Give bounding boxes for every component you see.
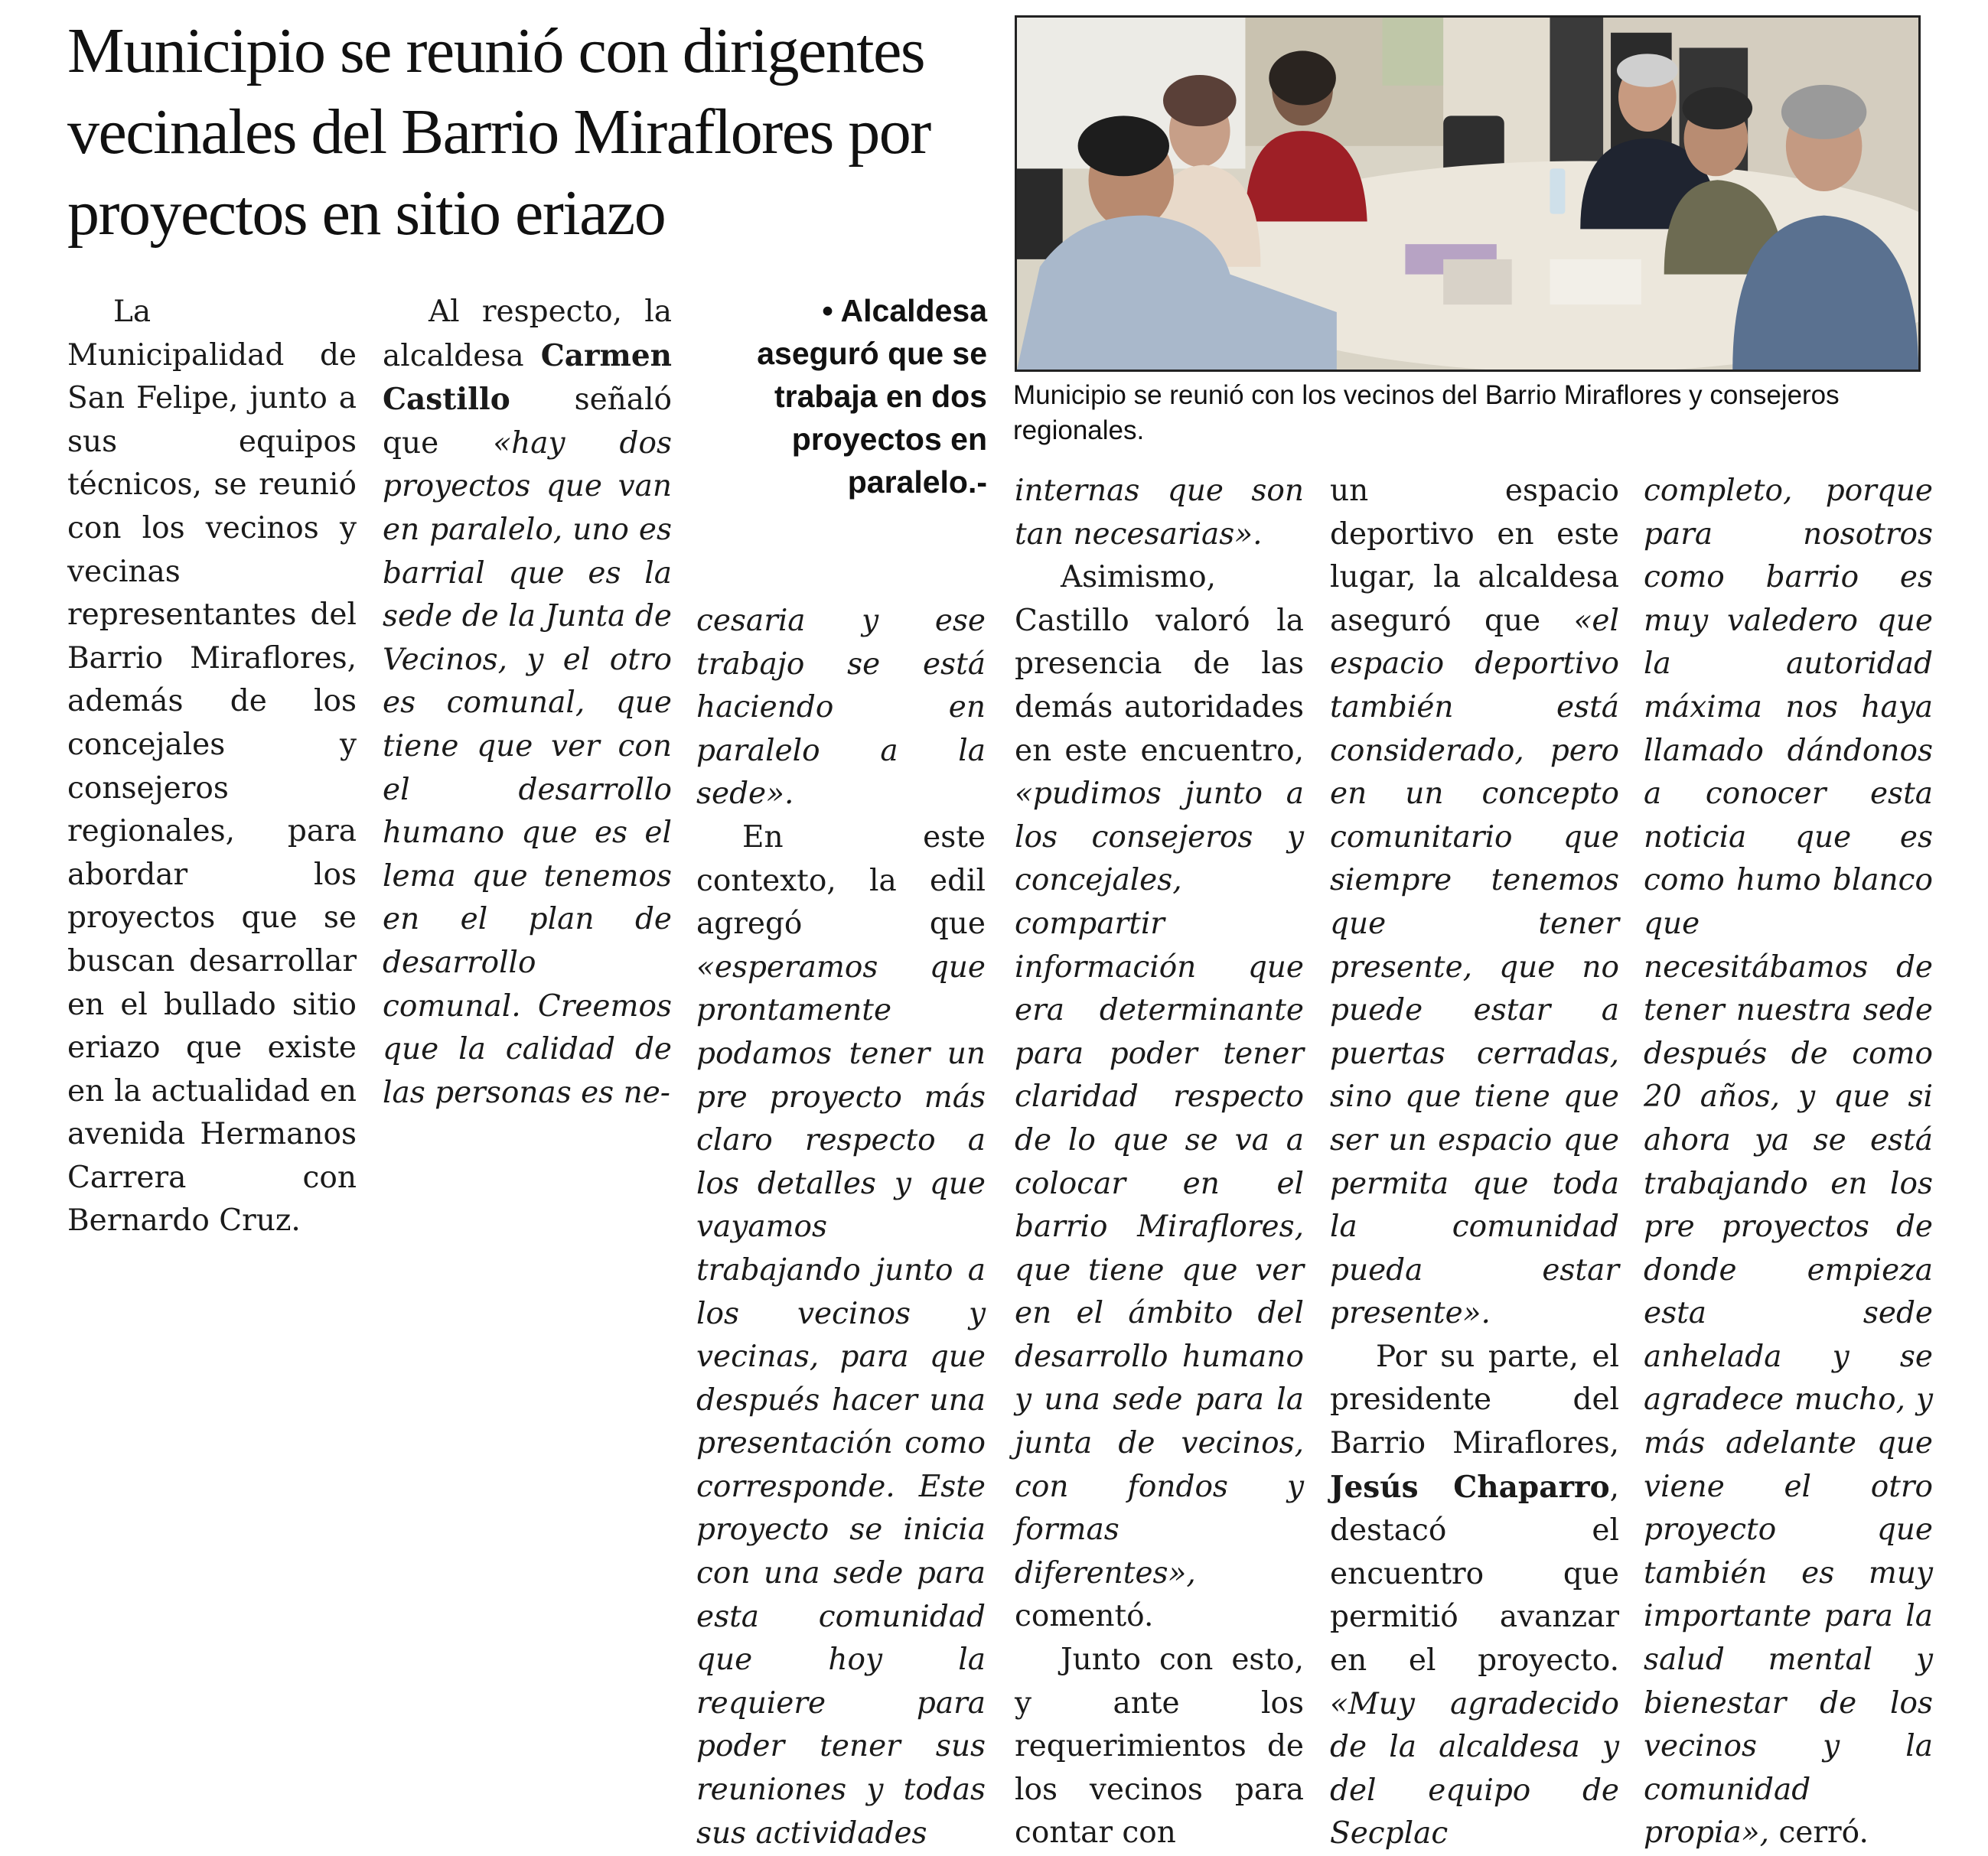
quote: «Muy agradecido de la alcaldesa y del equipo de Secplac <box>1330 1686 1619 1851</box>
text: Al respecto, la alcaldesa <box>383 295 672 373</box>
article-column-1 <box>67 291 357 1243</box>
paragraph: La Municipalidad de San Felipe, junto a sus equipos técnicos, se reunió con los vecinos y vecinas representantes del Barrio Miraflores, además de los concejales y consejeros regionales, para abordar los proyectos que se buscan desarrollar en el bullado sitio eriazo que existe en la actualidad en avenida Hermanos Carrera con Bernardo Cruz. <box>67 295 357 1239</box>
article-column-2 <box>383 291 672 1115</box>
text: Por su parte, el presidente del Barrio Miraflores, <box>1330 1339 1619 1461</box>
text: comentó. <box>1015 1599 1154 1634</box>
text: , destacó el encuentro que permitió avanzar en el proyecto. <box>1330 1470 1619 1679</box>
pull-quote: • Alcaldesa aseguró que se trabaja en dos proyectos en paralelo.- <box>757 293 987 500</box>
meeting-photo-illustration <box>1017 18 1918 370</box>
quote: cesaria y ese trabajo se está haciendo en paralelo a la sede». <box>696 604 986 812</box>
article-column-4 <box>1015 470 1304 1855</box>
president-name: Jesús Chaparro <box>1330 1469 1610 1505</box>
text: En este contexto, la edil agregó que <box>696 819 986 942</box>
paragraph <box>1330 1336 1619 1856</box>
quote: «el espacio deportivo también está considerado, pero en un concepto comunitario que siempre tenemos que tener presente, que no puede estar a puertas cerradas, sino que tiene que ser un espacio que permita que toda la comunidad pueda estar presente». <box>1330 603 1619 1331</box>
text: señaló que <box>383 383 672 461</box>
article-column-3 <box>696 600 986 1855</box>
quote: completo, porque para nosotros como barrio es muy valedero que la autoridad máxima nos haya llamado dándonos a conocer esta noticia que es como humo blanco que necesitábamos de tener nuestra sede después de como 20 años, y que si ahora ya se está trabajando en los pre proyectos de donde empieza esta sede anhelada y se agradece mucho, y más adelante que viene el otro proyecto que también es muy importante para la salud mental y bienestar de los vecinos y la comunidad propia», <box>1644 474 1933 1851</box>
paragraph <box>1644 470 1933 1855</box>
article-column-5 <box>1330 470 1619 1856</box>
text: Asimismo, Castillo valoró la presencia de las demás autoridades en este encuentro, <box>1015 560 1304 768</box>
paragraph <box>383 291 672 1115</box>
mayor-name: Carmen Castillo <box>383 337 672 418</box>
paragraph <box>1015 470 1304 556</box>
headline: Municipio se reunió con dirigentes vecinales del Barrio Miraflores por proyectos en sitio eriazo <box>67 15 930 249</box>
paragraph <box>1330 470 1619 1336</box>
quote: «esperamos que prontamente podamos tener un pre proyecto más claro respecto a los detalles y que vayamos trabajando junto a los vecinos y vecinas, para que después hacer una presentación como corresponde. Este proyecto se inicia con una sede para esta comunidad que hoy la requiere para poder tener sus reuniones y todas sus actividades <box>696 949 986 1851</box>
paragraph: Junto con esto, y ante los requerimientos de los vecinos para contar con <box>1015 1643 1304 1851</box>
photo-caption: Municipio se reunió con los vecinos del Barrio Miraflores y consejeros regionales. <box>1013 380 1840 445</box>
quote: «hay dos proyectos que van en paralelo, uno es barrial que es la sede de la Junta de Vecinos, y el otro es comunal, que tiene que ver con el desarrollo humano que es el lema que tenemos en el plan de desarrollo comunal. Creemos que la calidad de las personas es ne- <box>383 425 672 1110</box>
quote: «pudimos junto a los consejeros y concejales, compartir información que era determinante para poder tener claridad respecto de lo que se va a colocar en el barrio Miraflores, que tiene que ver en el ámbito del desarrollo humano y una sede para la junta de vecinos, con fondos y formas diferentes», <box>1015 777 1304 1591</box>
text: cerró. <box>1778 1815 1869 1851</box>
article-column-6 <box>1644 470 1933 1855</box>
meeting-photo <box>1015 15 1921 372</box>
quote: internas que son tan necesarias». <box>1015 474 1304 552</box>
paragraph <box>696 600 986 816</box>
paragraph <box>1015 556 1304 1639</box>
paragraph <box>696 816 986 1855</box>
text: un espacio deportivo en este lugar, la alcaldesa aseguró que <box>1330 474 1619 638</box>
